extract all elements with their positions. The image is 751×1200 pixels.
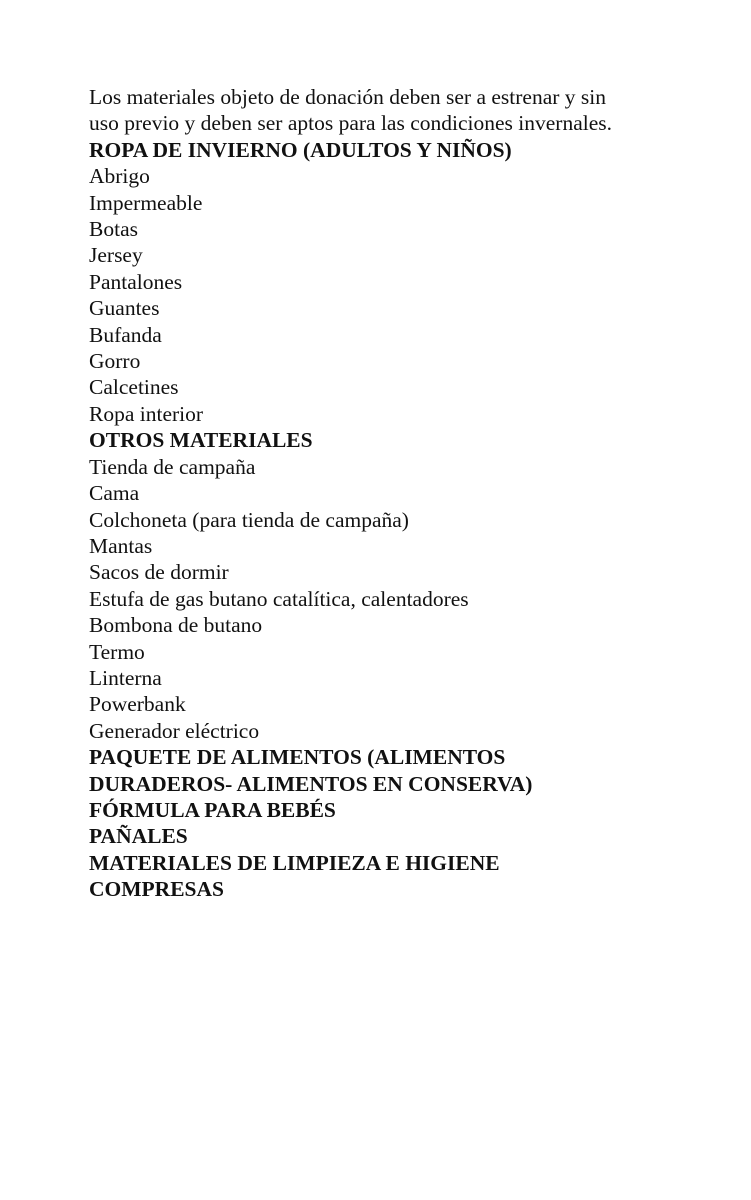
list-item: Abrigo bbox=[89, 164, 150, 189]
list-item: Bombona de butano bbox=[89, 613, 263, 638]
intro-line-1: Los materiales objeto de donación deben ser a estrenar y sin bbox=[89, 85, 607, 109]
list-item: Gorro bbox=[89, 349, 141, 374]
donation-document bbox=[89, 84, 689, 903]
section-additional-needs bbox=[89, 744, 689, 902]
list-item: Tienda de campaña bbox=[89, 454, 256, 479]
heading-cleaning-hygiene: MATERIALES DE LIMPIEZA E HIGIENE bbox=[89, 850, 500, 875]
section-other-materials bbox=[89, 427, 689, 744]
list-item: Bufanda bbox=[89, 322, 162, 347]
list-item: Powerbank bbox=[89, 692, 186, 717]
list-item: Botas bbox=[89, 217, 138, 242]
list-item: Pantalones bbox=[89, 269, 183, 294]
section-heading-other-materials: OTROS MATERIALES bbox=[89, 428, 313, 453]
list-item: Ropa interior bbox=[89, 401, 204, 426]
list-item: Calcetines bbox=[89, 375, 179, 400]
heading-diapers: PAÑALES bbox=[89, 824, 188, 849]
list-item: Termo bbox=[89, 639, 145, 664]
list-item: Sacos de dormir bbox=[89, 560, 229, 585]
heading-food-package-line-2: DURADEROS- ALIMENTOS EN CONSERVA) bbox=[89, 771, 533, 796]
list-item: Impermeable bbox=[89, 190, 203, 215]
other-materials-list bbox=[89, 454, 689, 744]
winter-clothing-list bbox=[89, 163, 689, 427]
intro-paragraph bbox=[89, 84, 689, 137]
heading-food-package-line-1: PAQUETE DE ALIMENTOS (ALIMENTOS bbox=[89, 745, 506, 770]
section-heading-winter-clothing: ROPA DE INVIERNO (ADULTOS Y NIÑOS) bbox=[89, 137, 512, 162]
heading-baby-formula: FÓRMULA PARA BEBÉS bbox=[89, 797, 336, 822]
list-item: Colchoneta (para tienda de campaña) bbox=[89, 507, 409, 532]
list-item: Mantas bbox=[89, 533, 153, 558]
intro-line-2: uso previo y deben ser aptos para las condiciones invernales. bbox=[89, 111, 613, 136]
list-item: Jersey bbox=[89, 243, 143, 268]
list-item: Guantes bbox=[89, 296, 160, 321]
list-item: Generador eléctrico bbox=[89, 718, 260, 743]
heading-sanitary-pads: COMPRESAS bbox=[89, 877, 224, 902]
list-item: Estufa de gas butano catalítica, calentadores bbox=[89, 586, 469, 611]
list-item: Linterna bbox=[89, 665, 162, 690]
section-winter-clothing bbox=[89, 137, 689, 427]
list-item: Cama bbox=[89, 481, 140, 506]
